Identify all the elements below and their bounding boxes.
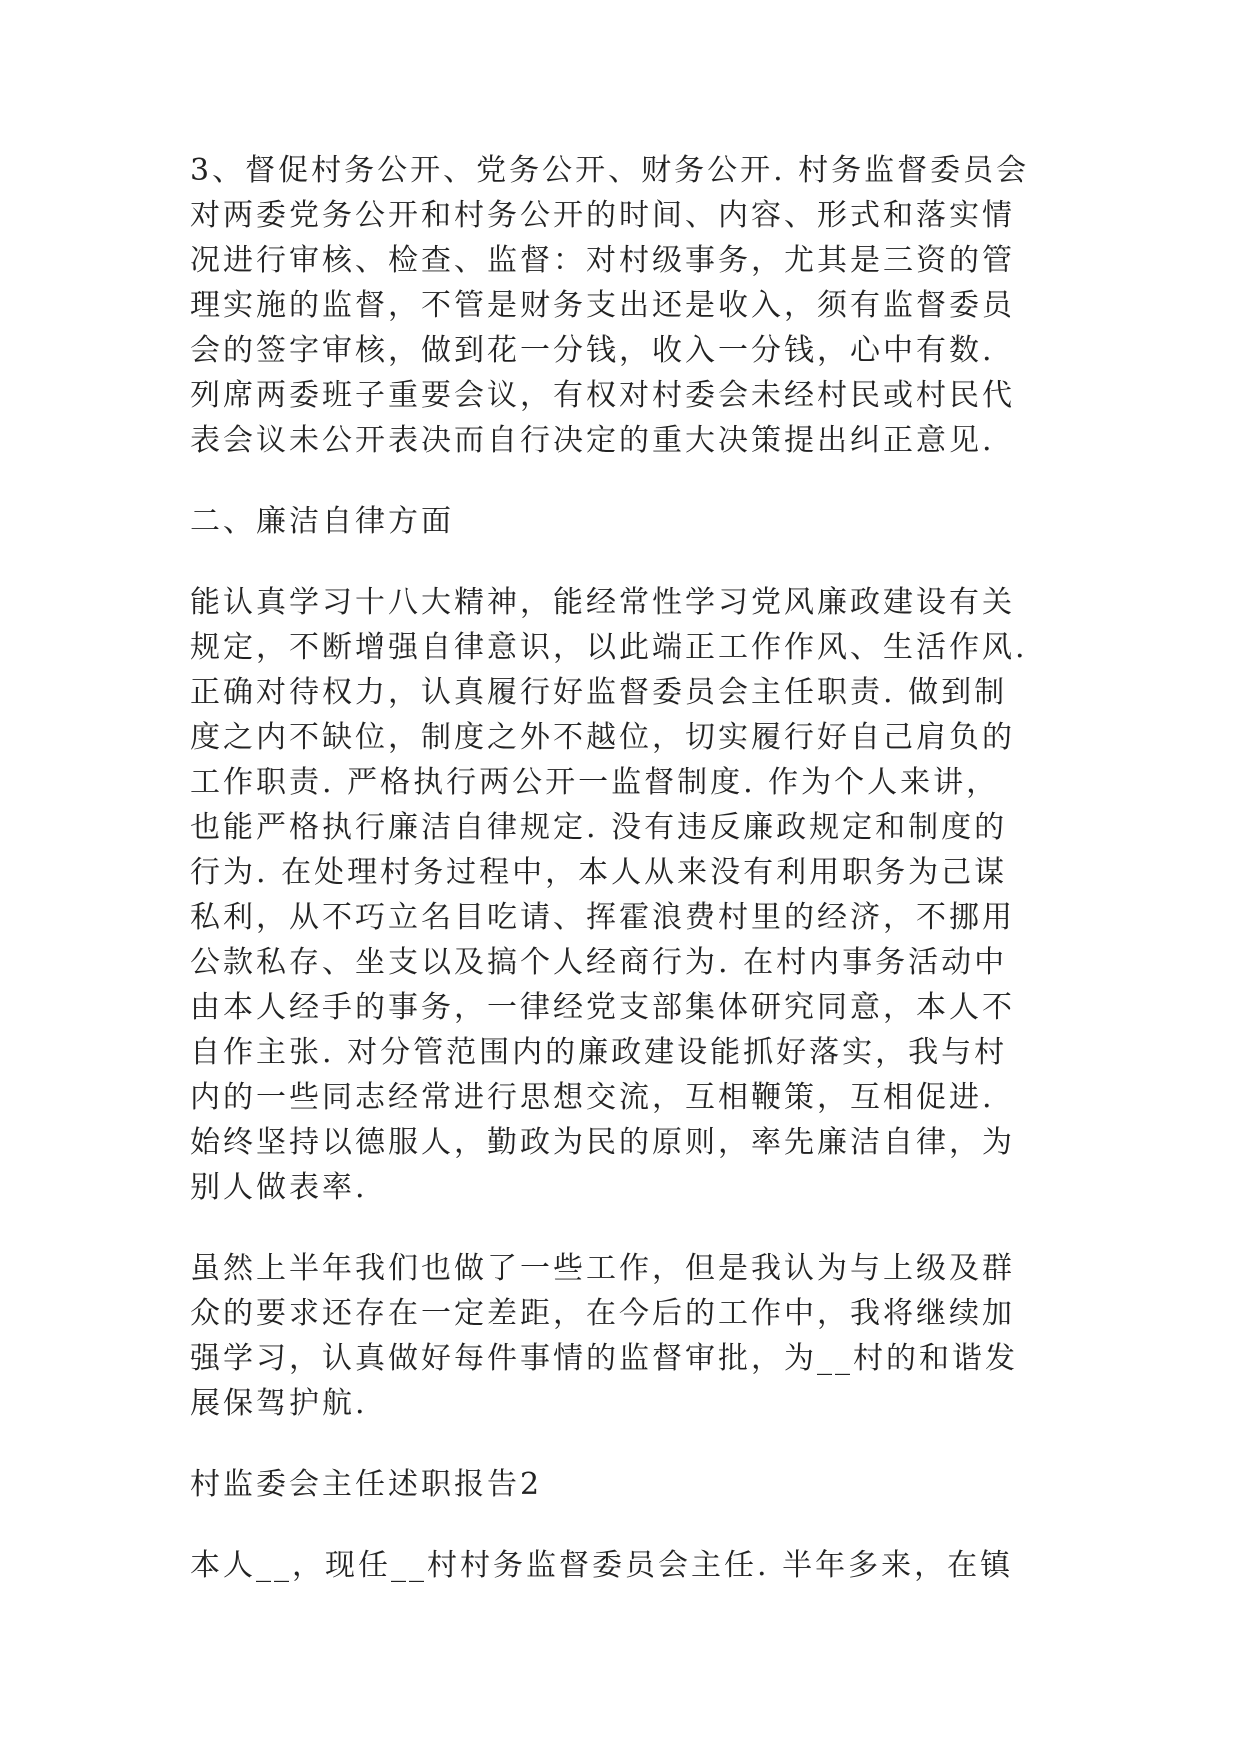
- text-line: 能认真学习十八大精神，能经常性学习党风廉政建设有关: [190, 585, 1015, 620]
- text-line: 工作职责. 严格执行两公开一监督制度. 作为个人来讲，: [190, 765, 1000, 800]
- text-line: 行为. 在处理村务过程中，本人从来没有利用职务为己谋: [190, 855, 1008, 890]
- paragraph-integrity: [190, 580, 1060, 1210]
- paragraph-report-2-intro: [190, 1543, 1060, 1588]
- document-body: [190, 148, 1060, 1588]
- text-line: 公款私存、坐支以及搞个人经商行为. 在村内事务活动中: [190, 945, 1008, 980]
- text-line: 自作主张. 对分管范围内的廉政建设能抓好落实，我与村: [190, 1035, 1008, 1070]
- paragraph-conclusion: [190, 1246, 1060, 1426]
- text-line: 私利，从不巧立名目吃请、挥霍浪费村里的经济，不挪用: [190, 900, 1015, 935]
- text-line: 始终坚持以德服人，勤政为民的原则，率先廉洁自律，为: [190, 1125, 1015, 1160]
- text-line: 本人__，现任__村村务监督委员会主任. 半年多来，在镇: [190, 1548, 1014, 1583]
- text-line: 虽然上半年我们也做了一些工作，但是我认为与上级及群: [190, 1251, 1015, 1286]
- text-line: 规定，不断增强自律意识，以此端正工作作风、生活作风.: [190, 630, 1028, 665]
- section-heading: 二、廉洁自律方面: [190, 504, 454, 539]
- text-line: 会的签字审核，做到花一分钱，收入一分钱，心中有数.: [190, 333, 995, 368]
- report-title: 村监委会主任述职报告2: [190, 1467, 543, 1502]
- text-line: 3、督促村务公开、党务公开、财务公开. 村务监督委员会: [190, 153, 1030, 188]
- paragraph-supervision-duties: [190, 148, 1060, 463]
- text-line: 展保驾护航.: [190, 1386, 368, 1421]
- text-line: 表会议未公开表决而自行决定的重大决策提出纠正意见.: [190, 423, 995, 458]
- text-line: 别人做表率.: [190, 1170, 368, 1205]
- text-line: 况进行审核、检查、监督：对村级事务，尤其是三资的管: [190, 243, 1015, 278]
- text-line: 正确对待权力，认真履行好监督委员会主任职责. 做到制: [190, 675, 1008, 710]
- text-line: 对两委党务公开和村务公开的时间、内容、形式和落实情: [190, 198, 1015, 233]
- text-line: 理实施的监督，不管是财务支出还是收入，须有监督委员: [190, 288, 1015, 323]
- text-line: 由本人经手的事务，一律经党支部集体研究同意，本人不: [190, 990, 1015, 1025]
- text-line: 也能严格执行廉洁自律规定. 没有违反廉政规定和制度的: [190, 810, 1008, 845]
- text-line: 众的要求还存在一定差距，在今后的工作中，我将继续加: [190, 1296, 1015, 1331]
- text-line: 强学习，认真做好每件事情的监督审批，为__村的和谐发: [190, 1341, 1018, 1376]
- text-line: 度之内不缺位，制度之外不越位，切实履行好自己肩负的: [190, 720, 1015, 755]
- text-line: 列席两委班子重要会议，有权对村委会未经村民或村民代: [190, 378, 1015, 413]
- text-line: 内的一些同志经常进行思想交流，互相鞭策，互相促进.: [190, 1080, 995, 1115]
